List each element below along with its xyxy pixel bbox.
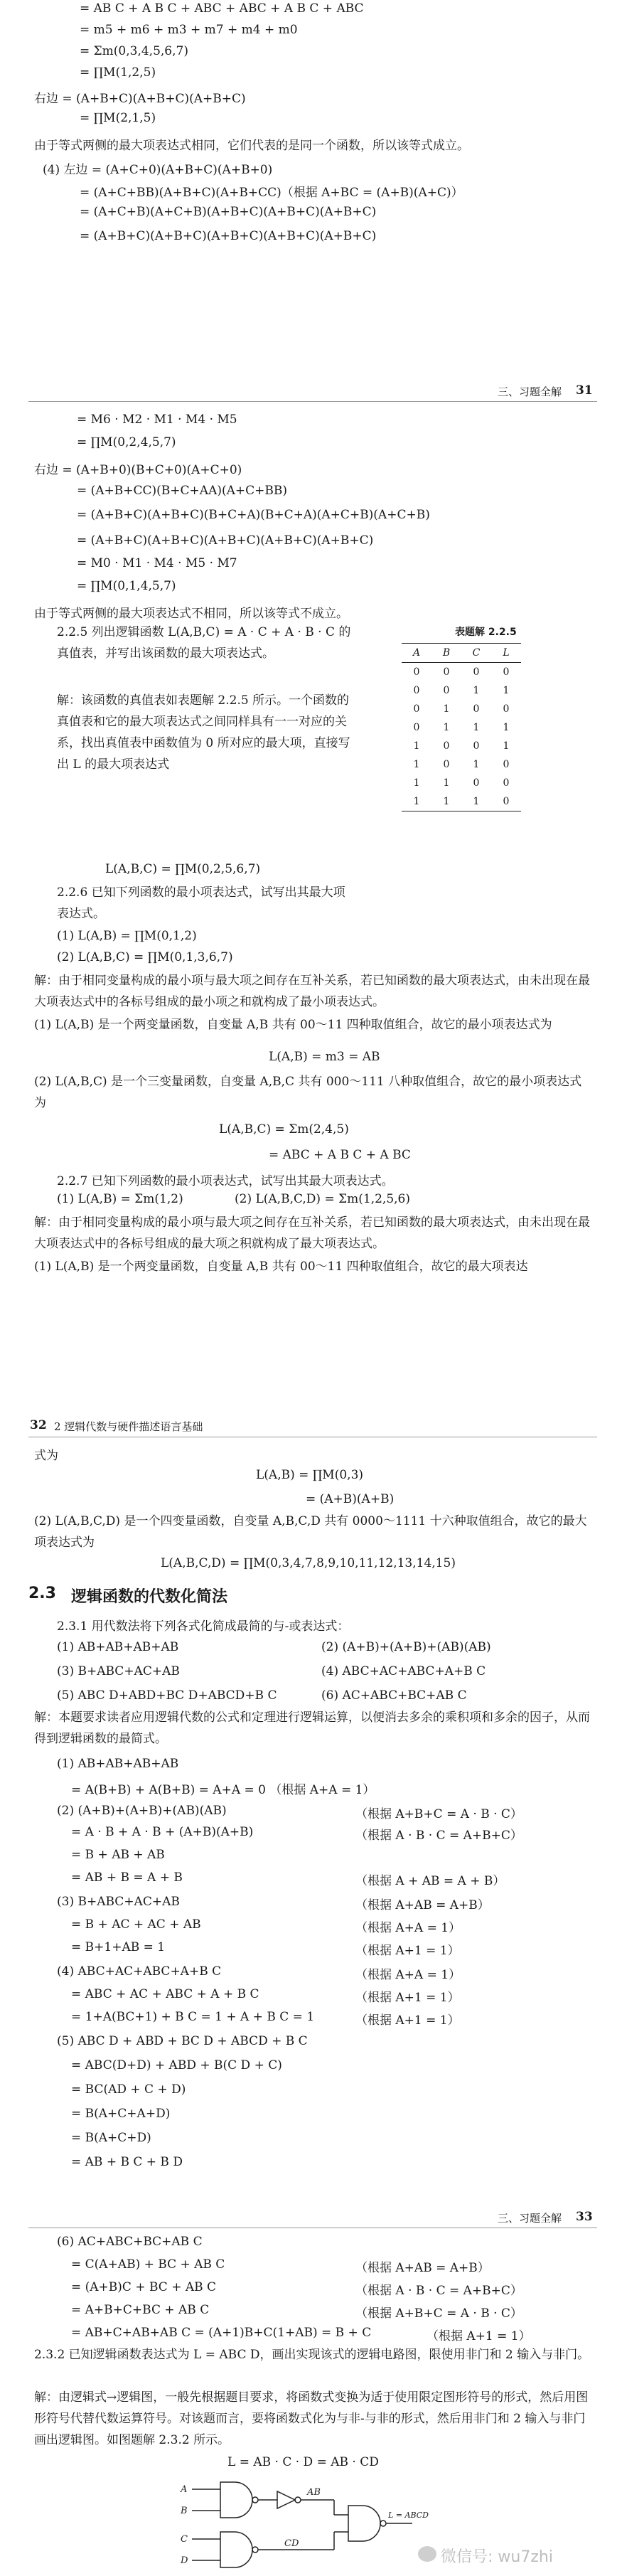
table-row bbox=[402, 700, 521, 718]
solution-rule: （根据 A+AB = A+B） bbox=[355, 1898, 490, 1912]
eq-line: = ∏M(0,2,4,5,7) bbox=[77, 435, 176, 449]
eq-line: = Σm(0,3,4,5,6,7) bbox=[80, 44, 188, 58]
table-row bbox=[402, 755, 521, 774]
logic-circuit-diagram bbox=[178, 2474, 434, 2573]
list-item: (2) L(A,B,C) = ∏M(0,1,3,6,7) bbox=[57, 950, 233, 964]
solution-rule: （根据 A + AB = A + B） bbox=[355, 1874, 505, 1888]
table-row bbox=[402, 718, 521, 737]
question-2-3-1: 2.3.1 用代数法将下列各式化简成最简的与-或表达式： bbox=[57, 1619, 350, 1634]
solution-line: (3) B+ABC+AC+AB bbox=[57, 1895, 180, 1909]
cell: 1 bbox=[443, 777, 450, 789]
cell: 1 bbox=[443, 722, 450, 733]
solution-line: = (A+B)C + BC + AB C bbox=[71, 2280, 217, 2294]
paragraph: 由于等式两侧的最大项表达式相同，它们代表的是同一个函数，所以该等式成立。 bbox=[34, 139, 469, 153]
table-header: A bbox=[402, 644, 431, 663]
cell: 1 bbox=[503, 740, 510, 752]
cell: 0 bbox=[473, 666, 480, 678]
table-row bbox=[402, 681, 521, 700]
table-header: C bbox=[461, 644, 491, 663]
solution-line: = B + AB + AB bbox=[71, 1848, 165, 1862]
answer-2-2-7: 解：由于相同变量构成的最小项与最大项之间存在互补关系，若已知函数的最大项表达式，由未出现在最大项表达式中的各标号组成的最大项之积就构成了最大项表达式。 bbox=[34, 1215, 590, 1251]
circuit-title: L = AB · C · D = AB · CD bbox=[227, 2455, 379, 2469]
formula: = (A+B)(A+B) bbox=[306, 1492, 395, 1506]
formula: L(A,B) = m3 = AB bbox=[269, 1050, 380, 1064]
formula: L(A,B) = ∏M(0,3) bbox=[256, 1468, 364, 1482]
answer-2-2-6: 解：由于相同变量构成的最小项与最大项之间存在互补关系，若已知函数的最大项表达式，由未出现在最大项表达式中的各标号组成的最小项之和就构成了最小项表达式。 bbox=[34, 974, 590, 1009]
cell: 1 bbox=[402, 792, 431, 811]
page-number: 32 bbox=[30, 1418, 47, 1432]
section-title: 逻辑函数的代数化简法 bbox=[71, 1588, 228, 1606]
question-2-2-7: 2.2.7 已知下列函数的最小项表达式，试写出其最大项表达式。 bbox=[57, 1174, 394, 1188]
list-item: (2) (A+B)+(A+B)+(AB)(AB) bbox=[321, 1640, 491, 1654]
answer-2-2-5: 解：该函数的真值表如表题解 2.2.5 所示。一个函数的真值表和它的最大项表达式之间同样具有一一对应的关系，找出真值表中函数值为 0 所对应的最大项，直接写出 L 的最大项表达式 bbox=[57, 693, 350, 772]
solution-rule: （根据 A+1 = 1） bbox=[427, 2329, 531, 2343]
page-number: 33 bbox=[576, 2210, 593, 2224]
eq-line: 右边 = (A+B+C)(A+B+C)(A+B+C) bbox=[34, 92, 246, 106]
signal-label-cd: CD bbox=[284, 2538, 299, 2549]
nand-bubble bbox=[380, 2521, 386, 2526]
solution-rule: （根据 A · B · C = A+B+C） bbox=[355, 2284, 522, 2298]
list-item: (6) AC+ABC+BC+AB C bbox=[321, 1688, 467, 1703]
nand-gate-cd bbox=[220, 2532, 252, 2567]
page-number: 31 bbox=[576, 383, 593, 398]
table-header: L bbox=[491, 644, 521, 663]
solution-line: = B(A+C+D) bbox=[71, 2131, 151, 2145]
paragraph: (1) L(A,B) 是一个两变量函数，自变量 A,B 共有 00～11 四种取值组合，故它的最大项表达 bbox=[34, 1260, 528, 1274]
solution-line: = B(A+C+A+D) bbox=[71, 2107, 171, 2121]
solution-rule: （根据 A+A = 1） bbox=[355, 1921, 461, 1935]
solution-rule: （根据 A · B · C = A+B+C） bbox=[355, 1829, 522, 1843]
solution-rule: （根据 A+B+C = A · B · C） bbox=[355, 1807, 522, 1821]
watermark: 微信号: wu7zhi bbox=[441, 2548, 553, 2566]
cell: 0 bbox=[443, 666, 450, 678]
cell: 1 bbox=[473, 722, 480, 733]
list-item: (1) L(A,B) = Σm(1,2) bbox=[57, 1192, 183, 1206]
solution-line: (4) ABC+AC+ABC+A+B C bbox=[57, 1964, 222, 1979]
formula: = ABC + A B C + A BC bbox=[269, 1148, 411, 1162]
question-2-2-6: 2.2.6 已知下列函数的最小项表达式，试写出其最大项表达式。 bbox=[57, 885, 345, 921]
solution-rule: （根据 A+AB = A+B） bbox=[355, 2261, 490, 2275]
cell: 0 bbox=[503, 703, 510, 715]
input-label-b: B bbox=[181, 2506, 188, 2516]
input-label-d: D bbox=[181, 2555, 188, 2566]
eq-line: = (A+B+C)(A+B+C)(B+C+A)(B+C+A)(A+C+B)(A+C+B) bbox=[77, 508, 430, 522]
question-2-2-5: 2.2.5 列出逻辑函数 L(A,B,C) = A · C + A · B · C 的真值表，并写出该函数的最大项表达式。 bbox=[57, 625, 351, 661]
cell: 1 bbox=[413, 740, 420, 752]
paragraph: (2) L(A,B,C,D) 是一个四变量函数，自变量 A,B,C,D 共有 0000～1111 十六种取值组合，故它的最大项表达式为 bbox=[34, 1514, 587, 1550]
formula: L(A,B,C) = Σm(2,4,5) bbox=[219, 1122, 349, 1137]
table-row bbox=[402, 774, 521, 792]
solution-line: = AB + B C + B D bbox=[71, 2155, 183, 2169]
eq-line: = (A+C+BB)(A+B+C)(A+B+CC)（根据 A+BC = (A+B)(A+C)） bbox=[80, 186, 463, 200]
solution-line: = B+1+AB = 1 bbox=[71, 1940, 166, 1954]
table-header: B bbox=[431, 644, 461, 663]
solution-rule: （根据 A+1 = 1） bbox=[355, 1944, 460, 1958]
cell: 0 bbox=[503, 777, 510, 789]
solution-line: = ABC + AC + ABC + A + B C bbox=[71, 1987, 259, 2001]
list-item: (3) B+ABC+AC+AB bbox=[57, 1664, 180, 1678]
paragraph: (1) L(A,B) 是一个两变量函数，自变量 A,B 共有 00～11 四种取值组合，故它的最小项表达式为 bbox=[34, 1018, 552, 1032]
nand-gate-ab bbox=[220, 2482, 252, 2518]
solution-line: = A · B + A · B + (A+B)(A+B) bbox=[71, 1825, 254, 1839]
question-2-3-2: 2.3.2 已知逻辑函数表达式为 L = ABC D，画出实现该式的逻辑电路图，限使用非门和 2 输入与非门。 bbox=[34, 2348, 590, 2362]
eq-line: = (A+C+B)(A+C+B)(A+B+C)(A+B+C)(A+B+C) bbox=[80, 205, 377, 219]
eq-line: (4) 左边 = (A+C+0)(A+B+C)(A+B+0) bbox=[43, 163, 273, 177]
solution-line: (1) AB+AB+AB+AB bbox=[57, 1757, 179, 1771]
cell: 0 bbox=[413, 703, 420, 715]
wechat-logo-icon bbox=[418, 2546, 436, 2562]
cell: 0 bbox=[413, 666, 420, 678]
eq-line: = ∏M(2,1,5) bbox=[80, 111, 156, 125]
eq-line: = ∏M(1,2,5) bbox=[80, 65, 156, 80]
eq-line: = AB C + A B C + ABC + ABC + A B C + ABC bbox=[80, 1, 364, 16]
solution-line: = AB + B = A + B bbox=[71, 1870, 183, 1885]
paragraph: 由于等式两侧的最大项表达式不相同，所以该等式不成立。 bbox=[34, 607, 348, 621]
cell: 0 bbox=[413, 685, 420, 696]
nand-bubble bbox=[252, 2497, 258, 2503]
eq-line: 右边 = (A+B+0)(B+C+0)(A+C+0) bbox=[34, 463, 242, 477]
cell: 0 bbox=[443, 740, 450, 752]
eq-line: = m5 + m6 + m3 + m7 + m4 + m0 bbox=[80, 23, 298, 37]
running-header: 2 逻辑代数与硬件描述语言基础 bbox=[54, 1420, 203, 1433]
section-number: 2.3 bbox=[28, 1585, 56, 1602]
solution-rule: （根据 A+1 = 1） bbox=[355, 1991, 460, 2005]
formula: L(A,B,C,D) = ∏M(0,3,4,7,8,9,10,11,12,13,14,15) bbox=[161, 1556, 456, 1570]
cell: 0 bbox=[473, 777, 480, 789]
eq-line: = M0 · M1 · M4 · M5 · M7 bbox=[77, 556, 237, 570]
list-item: (4) ABC+AC+ABC+A+B C bbox=[321, 1664, 486, 1678]
eq-line: = (A+B+C)(A+B+C)(A+B+C)(A+B+C)(A+B+C) bbox=[80, 229, 377, 243]
list-item: (5) ABC D+ABD+BC D+ABCD+B C bbox=[57, 1688, 277, 1703]
solution-line: (2) (A+B)+(A+B)+(AB)(AB) bbox=[57, 1804, 227, 1818]
cell: 1 bbox=[503, 722, 510, 733]
table-row bbox=[402, 792, 521, 811]
list-item: (2) L(A,B,C,D) = Σm(1,2,5,6) bbox=[235, 1192, 410, 1206]
cell: 0 bbox=[491, 792, 521, 811]
answer-2-3-2: 解：由逻辑式→逻辑图，一般先根据题目要求，将函数式变换为适于使用限定图形符号的形式，然后用图形符号代替代数运算符号。对该题而言，要将函数式化为与非-与非的形式，然后用非门和 2 输入与非门画出逻辑图。如图题解 2.3.2 所示。 bbox=[34, 2390, 589, 2447]
cell: 0 bbox=[503, 666, 510, 678]
solution-line: = A+B+C+BC + AB C bbox=[71, 2303, 210, 2317]
cell: 1 bbox=[503, 685, 510, 696]
solution-line: = B + AC + AC + AB bbox=[71, 1917, 201, 1932]
solution-line: = C(A+AB) + BC + AB C bbox=[71, 2257, 225, 2272]
nand-gate-out bbox=[348, 2506, 380, 2541]
cell: 0 bbox=[443, 685, 450, 696]
eq-line: = (A+B+C)(A+B+C)(A+B+C)(A+B+C)(A+B+C) bbox=[77, 533, 374, 548]
input-label-a: A bbox=[181, 2484, 188, 2495]
header-rule bbox=[28, 401, 597, 402]
solution-line: = A(B+B) + A(B+B) = A+A = 0 （根据 A+A = 1） bbox=[71, 1783, 375, 1797]
list-item: (1) AB+AB+AB+AB bbox=[57, 1640, 179, 1654]
cell: 1 bbox=[443, 703, 450, 715]
solution-line: = BC(AD + C + D) bbox=[71, 2082, 186, 2097]
cell: 1 bbox=[461, 792, 491, 811]
cell: 0 bbox=[473, 703, 480, 715]
running-header: 三、习题全解 bbox=[498, 385, 562, 398]
output-label: L = ABCD bbox=[388, 2511, 429, 2520]
not-gate bbox=[277, 2491, 295, 2508]
table-row bbox=[402, 737, 521, 755]
running-header: 三、习题全解 bbox=[498, 2212, 562, 2225]
solution-line: (5) ABC D + ABD + BC D + ABCD + B C bbox=[57, 2034, 308, 2048]
cell: 0 bbox=[503, 759, 510, 770]
table-caption: 表题解 2.2.5 bbox=[455, 627, 517, 638]
solution-line: (6) AC+ABC+BC+AB C bbox=[57, 2235, 203, 2249]
solution-line: = 1+A(BC+1) + B C = 1 + A + B C = 1 bbox=[71, 2010, 315, 2024]
solution-line: = ABC(D+D) + ABD + B(C D + C) bbox=[71, 2058, 282, 2072]
paragraph: (2) L(A,B,C) 是一个三变量函数，自变量 A,B,C 共有 000～111 八种取值组合，故它的最小项表达式为 bbox=[34, 1075, 582, 1110]
cell: 0 bbox=[443, 759, 450, 770]
cell: 1 bbox=[413, 777, 420, 789]
cell: 1 bbox=[473, 685, 480, 696]
eq-line: = (A+B+CC)(B+C+AA)(A+C+BB) bbox=[77, 484, 288, 498]
solution-rule: （根据 A+A = 1） bbox=[355, 1968, 461, 1982]
cell: 0 bbox=[473, 740, 480, 752]
solution-rule: （根据 A+1 = 1） bbox=[355, 2013, 460, 2028]
list-item: (1) L(A,B) = ∏M(0,1,2) bbox=[57, 929, 197, 943]
cell: 1 bbox=[473, 759, 480, 770]
nand-bubble bbox=[252, 2547, 258, 2553]
solution-rule: （根据 A+B+C = A · B · C） bbox=[355, 2306, 522, 2321]
truth-table bbox=[402, 643, 521, 811]
answer-intro: 解：本题要求读者应用逻辑代数的公式和定理进行逻辑运算，以便消去多余的乘积项和多余的因子，从而得到逻辑函数的最简式。 bbox=[34, 1710, 590, 1746]
formula: L(A,B,C) = ∏M(0,2,5,6,7) bbox=[105, 862, 261, 876]
eq-line: = M6 · M2 · M1 · M4 · M5 bbox=[77, 413, 237, 427]
signal-label-ab: AB bbox=[307, 2487, 321, 2498]
cell: 1 bbox=[431, 792, 461, 811]
cell: 1 bbox=[413, 759, 420, 770]
eq-line: = ∏M(0,1,4,5,7) bbox=[77, 579, 176, 593]
cell: 0 bbox=[413, 722, 420, 733]
paragraph: 式为 bbox=[34, 1449, 58, 1463]
input-label-c: C bbox=[181, 2534, 188, 2545]
table-row bbox=[402, 663, 521, 682]
solution-line: = AB+C+AB+AB C = (A+1)B+C(1+AB) = B + C bbox=[71, 2326, 372, 2340]
